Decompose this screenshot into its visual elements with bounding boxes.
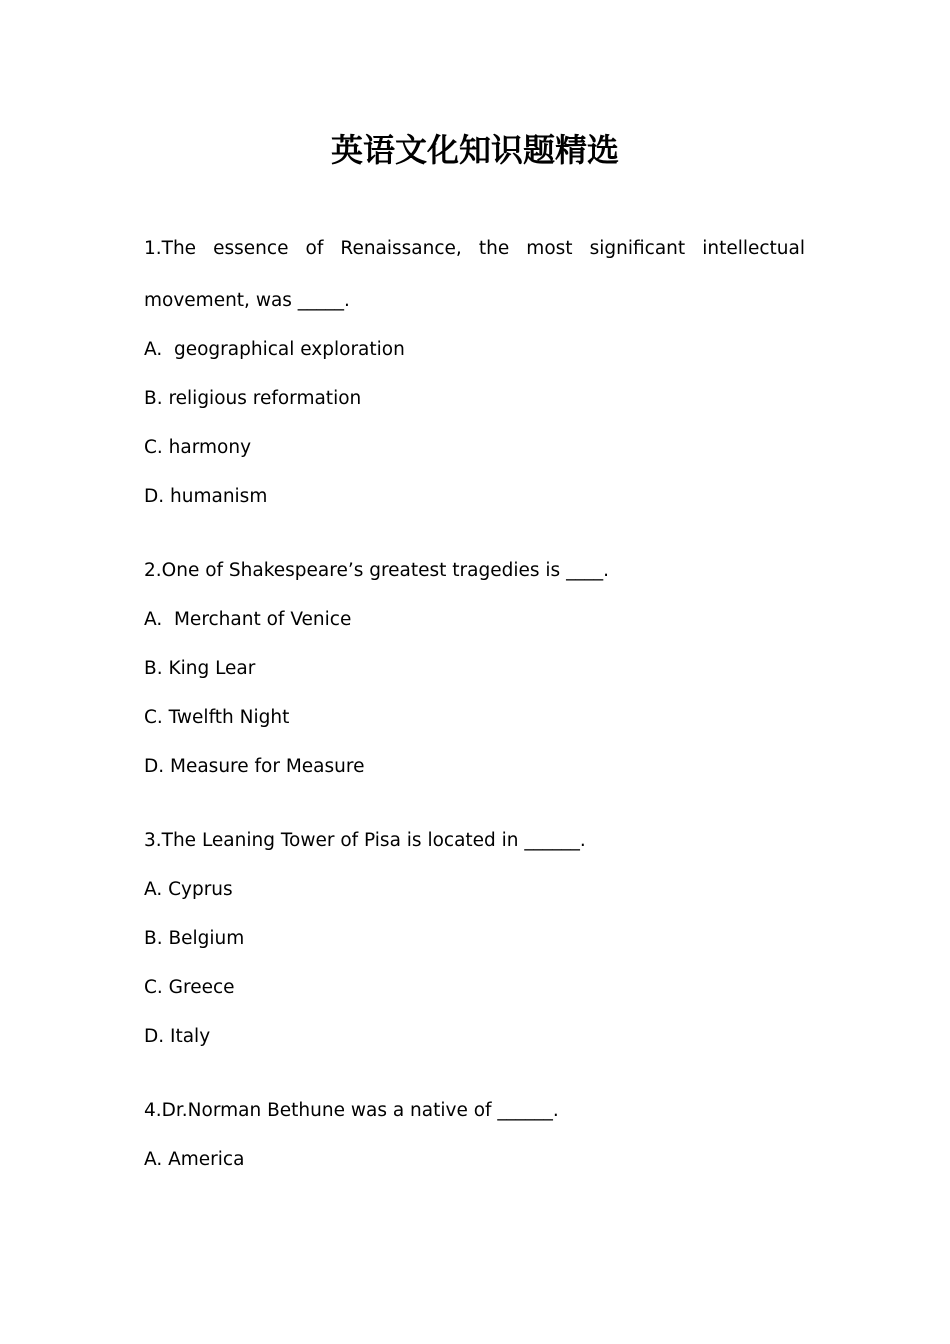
question-1-option-d: D. humanism <box>144 486 268 507</box>
question-1-stem-line-2: movement, was _____. <box>144 290 350 311</box>
question-3-option-c: C. Greece <box>144 977 235 998</box>
question-1-stem-line-1: 1.The essence of Renaissance, the most significant intellectual <box>144 238 805 259</box>
question-1-option-c: C. harmony <box>144 437 252 458</box>
question-1-option-b: B. religious reformation <box>144 388 362 409</box>
question-3-option-b: B. Belgium <box>144 928 245 949</box>
question-2-option-d: D. Measure for Measure <box>144 756 365 777</box>
question-2-stem: 2.One of Shakespeare’s greatest tragedies is ____. <box>144 560 609 581</box>
question-2-option-b: B. King Lear <box>144 658 256 679</box>
question-2-option-c: C. Twelfth Night <box>144 707 290 728</box>
question-3-stem: 3.The Leaning Tower of Pisa is located in ______. <box>144 830 586 851</box>
question-3-option-d: D. Italy <box>144 1026 211 1047</box>
question-3-option-a: A. Cyprus <box>144 879 233 900</box>
page-title: 英语文化知识题精选 <box>330 131 619 169</box>
question-2-option-a: A. Merchant of Venice <box>144 609 352 630</box>
question-1-option-a: A. geographical exploration <box>144 339 405 360</box>
question-4-stem: 4.Dr.Norman Bethune was a native of ______. <box>144 1100 559 1121</box>
question-4-option-a: A. America <box>144 1149 245 1170</box>
